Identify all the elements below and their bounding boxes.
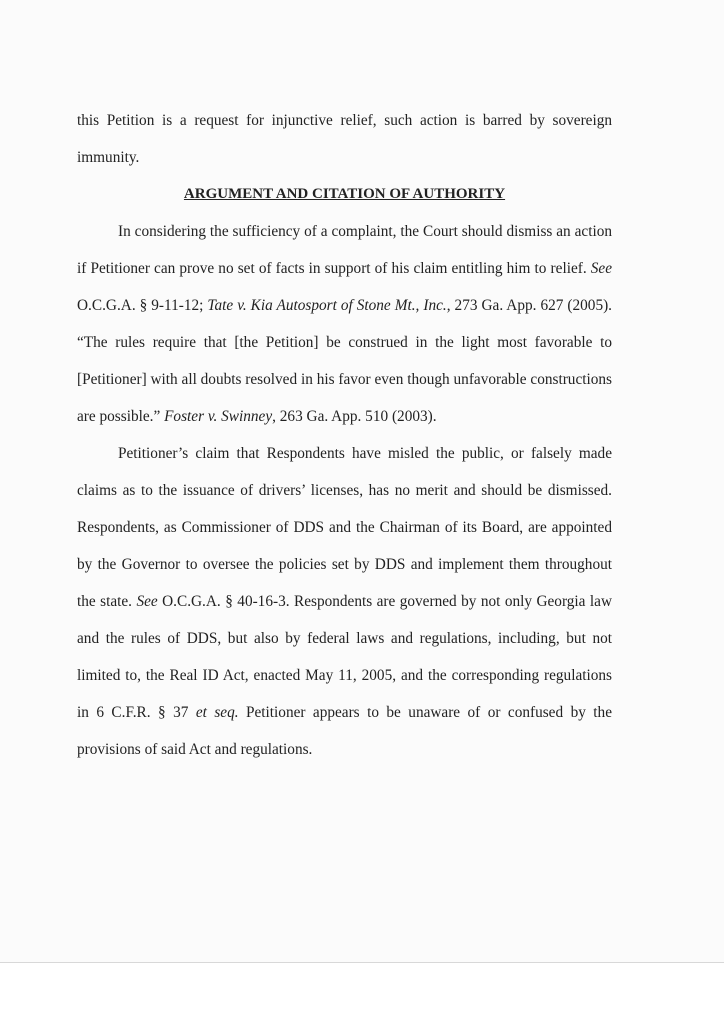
paragraph-petitioner-claim [77,435,612,768]
opening-paragraph: this Petition is a request for injunctive relief, such action is barred by sovereign immunity. [77,112,612,166]
p2-signal-see: See [590,260,612,277]
p2-text-3: , 273 Ga. App. 627 (2005). “The rules require that [the Petition] be construed in the light most favorable to [Petitioner] with all doubts resolved in his favor even though unfavorable constructions are possible.” [77,297,613,425]
p2-text-1: In considering the sufficiency of a complaint, the Court should dismiss an action if Petitioner can prove no set of facts in support of his claim entitling him to relief. [77,223,612,277]
p3-text-2: O.C.G.A. § 40-16-3. Respondents are governed by not only Georgia law and the rules of DDS, but also by federal laws and regulations, including, but not limited to, the Real ID Act, enacted May 11, 2005, and the corresponding regulations in 6 C.F.R. § 37 [77,593,612,721]
p3-signal-see: See [136,593,158,610]
document-body [77,102,612,768]
paragraph-sufficiency-of-complaint [77,213,612,435]
p2-text-2: O.C.G.A. § 9-11-12; [77,297,208,314]
p3-text-3: Petitioner appears to be unaware of or confused by the provisions of said Act and regulations. [77,704,612,758]
section-heading: ARGUMENT AND CITATION OF AUTHORITY [183,186,506,202]
p2-case-name-foster: Foster v. Swinney [164,408,273,425]
p3-text-1: Petitioner’s claim that Respondents have misled the public, or falsely made claims as to the issuance of drivers’ licenses, has no merit and should be dismissed. Respondents, as Commissioner of DDS and the Chairman of its Board, are appointed by the Governor to oversee the policies set by DDS and implement them throughout the state. [77,445,612,610]
p2-case-name-tate: Tate v. Kia Autosport of Stone Mt., Inc. [207,297,447,314]
p2-text-4: , 263 Ga. App. 510 (2003). [272,408,437,425]
p3-et-seq: et seq. [195,704,239,721]
scan-margin [0,963,724,1024]
